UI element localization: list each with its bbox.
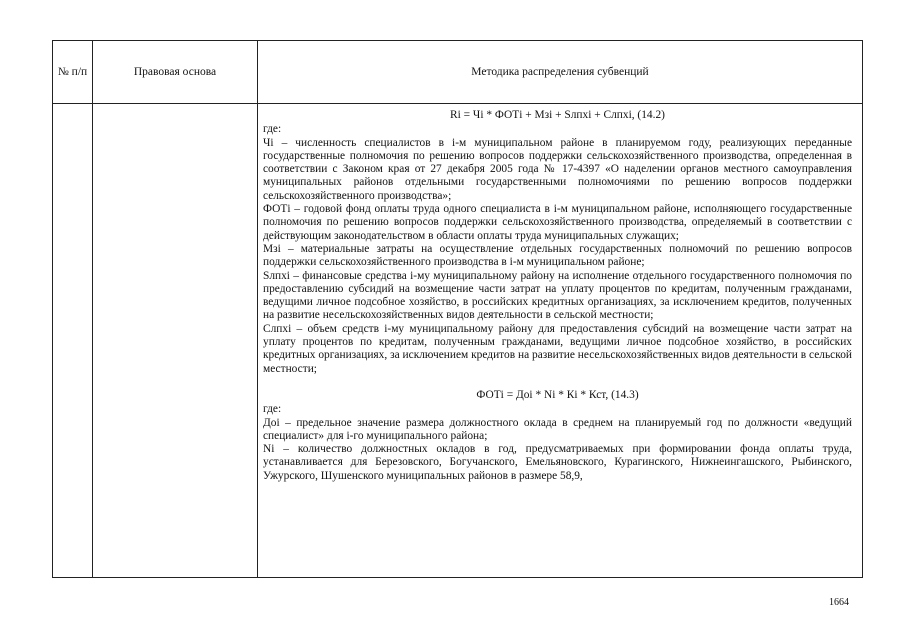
document-table: [52, 40, 863, 578]
method-cell: [263, 109, 852, 483]
header-number: № п/п: [57, 65, 88, 78]
definition-do: Доi – предельное значение размера должностного оклада в среднем на планируемый год по должности «ведущий специалист» для i-го муниципального района;: [263, 416, 852, 442]
definition-s-lph: Sлпхi – финансовые средства i-му муниципальному району на исполнение отдельного государственного полномочия по предоставлению субсидий на возмещение части затрат на уплату процентов по кредитам, полученным гражданами, ведущими личное подсобное хозяйство, в российских кредитных организациях, за исключением кредитов, полученных на развитие несельскохозяйственных видов деятельности в сельской местности;: [263, 269, 852, 322]
definition-c-lph: Cлпхi – объем средств i-му муниципальному району для предоставления субсидий на возмещение части затрат на уплату процентов по кредитам, полученным гражданами, ведущими личное подсобное хозяйство, в российских кредитных организациях, за исключением кредитов на развитие несельскохозяйственных видов деятельности в сельской местности;: [263, 322, 852, 375]
page-number: 1664: [829, 597, 849, 608]
formula-14-2: Ri = Чi * ФОТi + Мзi + Sлпхi + Cлпхi, (14.2): [450, 109, 665, 121]
header-divider: [53, 103, 862, 104]
column-divider-2: [257, 41, 258, 577]
where-label-1: где:: [263, 123, 282, 136]
column-divider-1: [92, 41, 93, 577]
formula-14-3: ФОТi = Доi * Ni * Кi * Кст, (14.3): [476, 388, 639, 401]
definition-mz: Мзi – материальные затраты на осуществление отдельных государственных полномочий по решению вопросов поддержки сельскохозяйственного производства в i-м муниципальном районе;: [263, 242, 852, 269]
definition-chi: Чi – численность специалистов в i-м муниципальном районе в планируемом году, реализующих переданные государственные полномочия по решению вопросов поддержки сельскохозяйственного производства, определенная в соответствии с Законом края от 27 декабря 2005 года № 17-4397 «О наделении органов местного самоуправления муниципальных районов отдельными государственными полномочиями по решению вопросов поддержки сельскохозяйственного производства»;: [263, 136, 852, 202]
header-method: Методика распределения субвенций: [471, 65, 649, 78]
header-legal-basis: Правовая основа: [133, 65, 217, 78]
definition-fot: ФОТi – годовой фонд оплаты труда одного специалиста в i-м муниципальном районе, исполняющего государственные полномочия по решению вопросов поддержки сельскохозяйственного производства, определяемый в соответствии с действующим законодательством в области оплаты труда муниципальных служащих;: [263, 203, 852, 242]
definition-n: Ni – количество должностных окладов в год, предусматриваемых при формировании фонда оплаты труда, устанавливается для Березовского, Богучанского, Емельяновского, Курагинского, Нижнеингашского, Рыбинского, Ужурского, Шушенского муниципальных районов в размере 58,9,: [263, 443, 852, 482]
where-label-2: где:: [263, 403, 282, 416]
